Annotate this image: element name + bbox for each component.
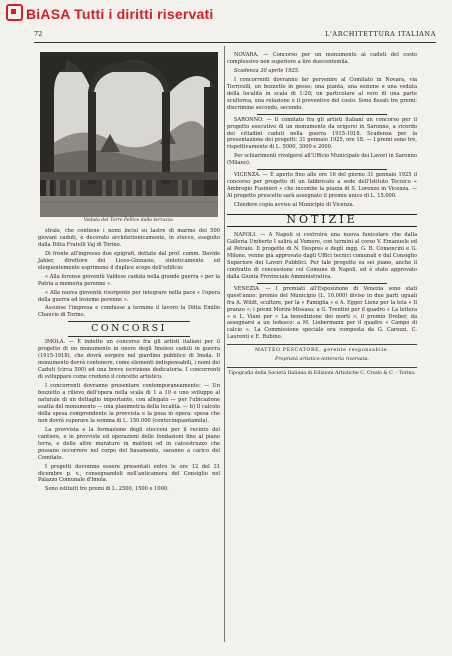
editor-line: MATTEO PESCATORE, gerente responsabile. — [254, 348, 390, 354]
column-divider — [224, 46, 225, 642]
right-column — [227, 52, 417, 378]
watermark — [6, 4, 213, 22]
paragraph: I concorrenti dovranno presentare contemporaneamente: — Un bozzetto a rilievo dell'opera nella scala di 1 a 10 e uno sviluppo al naturale di un dettaglio importante, con allegato — per l'ubicazione esatta del monumento — una planimetria della località. — b) Il calcolo della spesa comprendente la provvista e la posa in opera: spesa che non dovrà superare la somma di L. 150.000 (centocinquantamila). — [38, 383, 220, 424]
notizia-napoli: NAPOLI. — A Napoli si costruirà una nuova funicolare che dalla Galleria Umberto I salirà al Vomero, con termini al corso V. Emanuele ed al Petraio. Il progetto di N. Despres e degli ingg. G. B. Comencini e G. Milone, venne già approvato dagli Uffici tecnici comunali e dal Consiglio Superiore dei Lavori Pubblici. Per tale progetto su sei piano, anche il contratto di concessione col Comune di Napoli, ed è stato approvato dalla Giunta Provinciale Amministrativa. — [227, 232, 417, 280]
printer-line: Tipografia della Società Italiana di Edizioni Artistiche C. Crudo & C. - Torino. — [228, 371, 416, 377]
paragraph: I progetti dovranno essere presentati entro le ore 12 del 31 dicembre p. v., consegnandoli nell'anticamera del Consiglio nel Palazzo Comunale d'Imola. — [38, 463, 220, 484]
terrace-photo-image — [40, 52, 218, 217]
paragraph: La provvista e la formazione degli stecconi per il recinto del cantiere, e le provviste ed operazioni delle fondazioni fino al piano terra, e delle altre murature in mattoni od in calcestruzzo che possano occorrere nel corpo del basamento, saranno a carico del Comitato. — [38, 426, 220, 461]
paragraph: Di fronte all'ingresso due epigrafi, dettate dal prof. comm. Davide Jahier, direttore dei Liceo-Ginnasio, sinteticamente ed eloquentemente esprimono il duplice scopo dell'edificio: — [38, 250, 220, 271]
item-rule — [257, 169, 387, 170]
rights-line: Proprietà artistico-letteraria riservata. — [275, 357, 369, 363]
epigraph: « Alla forense gioventù Valdese caduta nella grande guerra « per la Patria a memoria perenne ». — [38, 273, 220, 287]
footer-rule — [227, 367, 417, 368]
paragraph: strale, che contiene i nomi incisi su lastre di marmo dei 500 giovani caduti, è decorato architettonicamente, in stucco, eseguito dalla Ditta Fratelli Vaj di Torino. — [38, 227, 220, 248]
item-rule — [257, 283, 387, 284]
paragraph: Per schiarimenti rivolgersi all'Ufficio Municipale dei Lavori in Saronno (Milano). — [227, 153, 417, 167]
left-column — [38, 52, 220, 495]
paragraph: Sono istituiti tre premi di L. 2500, 1500 e 1000. — [45, 486, 169, 493]
notizie-heading: NOTIZIE — [227, 214, 417, 227]
concorso-imola: IMOLA. — È indetto un concorso fra gli artisti italiani per il progetto di un monumento in onore degli Imolesi caduti in guerra (1915-1918), che dovrà sorgere nel giardino pubblico di Imola. Il monumento dovrà contenere, come elementi indispensabili, i nomi dei Caduti (circa 500) ed una breve iscrizione dedicatoria. I concorrenti di sviluppare come credono il concetto artistico. — [38, 339, 220, 381]
terrace-photo — [40, 52, 218, 217]
header-rule — [34, 42, 436, 43]
biasa-logo-icon — [6, 4, 23, 21]
section-rule — [68, 321, 190, 322]
concorso-novara: NOVARA. — Concorso per un monumento ai caduti del costo complessivo non superiore a lire duecentomila. — [227, 52, 417, 65]
paragraph: Assunse l'impresa e condusse a termine il lavoro la Ditta Emilio Chauvie di Torino. — [38, 305, 220, 319]
photo-caption: Veduta del Torre Pellice dalla terrazza. — [83, 218, 175, 223]
page-header — [34, 30, 436, 42]
section-rule — [68, 336, 190, 337]
concorso-saronno: SARONNO. — Il comitato fra gli artisti italiani un concorso per il progetto esecutivo di un monumento da erigersi in Saronno, a ricordo dei cittadini caduti nella guerra 1915-1918. Scadenza per la presentazione dei progetti: 31 gennaio 1925, ore 18. — I premi sono tre, rispettivamente di L. 5000, 3000 e 2000. — [227, 116, 417, 151]
novara-deadline: Scadenza 30 aprile 1925. — [234, 67, 300, 74]
paragraph: Chiedere copia avviso al Municipio di Vicenza. — [234, 202, 355, 209]
footer-rule — [227, 344, 417, 345]
watermark-text: BiASA Tutti i diritti riservati — [26, 6, 214, 22]
paragraph: I concorrenti dovranno far pervenire al Comitato in Novara, via Torricelli, un bozzetto in gesso; una pianta, una sezione e una veduta della località in scala di 1:20; un particolare al vero di una parte scultorea, una relazione e il preventivo del costo. Sono fissati tre premi: discrimine secondo, secondo. — [227, 76, 417, 111]
item-rule — [257, 114, 387, 115]
running-title: L'ARCHITETTURA ITALIANA — [325, 30, 436, 38]
concorso-vicenza: VICENZA. — È aperto fino alle ore 16 del giorno 31 gennaio 1925 il concorso per progetto di un fabbricato a sede dell'Istituto Tecnico « Ambrogio Fusinieri » che incombe la piazza di S. Lorenzo in Vicenza. — Al progetto prescelto sarà assegnato il premio unico di L. 15.000. — [227, 172, 417, 200]
notizia-venezia: VENEZIA. — I premiati all'Esposizione di Venezia sono stati quest'anno: premio del Municipio (L. 10.000) diviso in due parti uguali fra A. Wildt, scultore, per la « Famiglia » e A. Egger Lienz per la tela « Il pranzo »; i premi Morini-Missasa: a G. Trentini per il quadro « La lettera » e L. Viani per « La benedizione dei morti »; il premio Dreber, da assegnarsi a un tedesco: a M. Liebermann per il quadro « Campo di calcio ». La Commissione speciale era composta da G. Carozzi, C. Laurenti e E. Rubino. — [227, 285, 417, 341]
page-number: 72 — [34, 30, 43, 38]
concorsi-heading: CONCORSI — [91, 323, 167, 335]
epigraph: « Alla nuova gioventù risorgente per integrare nella pace « l'opera della guerra ed insieme perenne ». — [38, 289, 220, 303]
